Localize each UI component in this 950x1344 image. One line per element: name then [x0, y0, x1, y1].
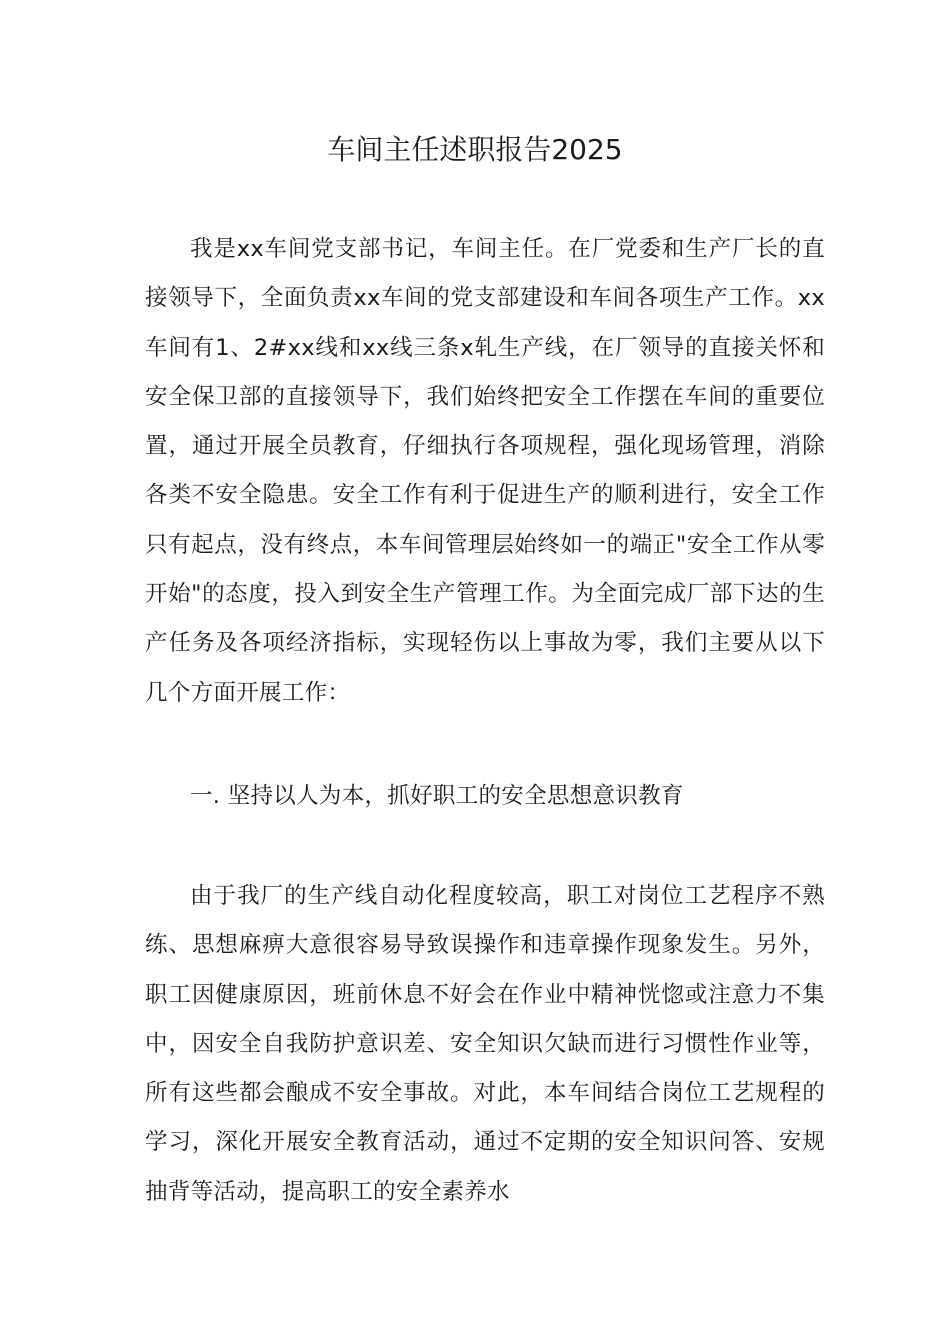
paragraph-section-1: 由于我厂的生产线自动化程度较高，职工对岗位工艺程序不熟练、思想麻痹大意很容易导致误操作和违章操作现象发生。另外，职工因健康原因，班前休息不好会在作业中精神恍惚或注意力不集中，因安全自我防护意识差、安全知识欠缺而进行习惯性作业等，所有这些都会酿成不安全事故。对此，本车间结合岗位工艺规程的学习，深化开展安全教育活动，通过不定期的安全知识问答、安规抽背等活动，提高职工的安全素养水	[145, 883, 825, 1205]
section-heading-1: 一. 坚持以人为本，抓好职工的安全思想意识教育	[190, 783, 684, 809]
paragraph-intro: 我是xx车间党支部书记，车间主任。在厂党委和生产厂长的直接领导下，全面负责xx车间的党支部建设和车间各项生产工作。xx车间有1、2#xx线和xx线三条x轧生产线，在厂领导的直接关怀和安全保卫部的直接领导下，我们始终把安全工作摆在车间的重要位置，通过开展全员教育，仔细执行各项规程，强化现场管理，消除各类不安全隐患。安全工作有利于促进生产的顺利进行，安全工作只有起点，没有终点，本车间管理层始终如一的端正"安全工作从零开始"的态度，投入到安全生产管理工作。为全面完成厂部下达的生产任务及各项经济指标，实现轻伤以上事故为零，我们主要从以下几个方面开展工作：	[145, 236, 825, 706]
document-title: 车间主任述职报告2025	[327, 133, 623, 166]
